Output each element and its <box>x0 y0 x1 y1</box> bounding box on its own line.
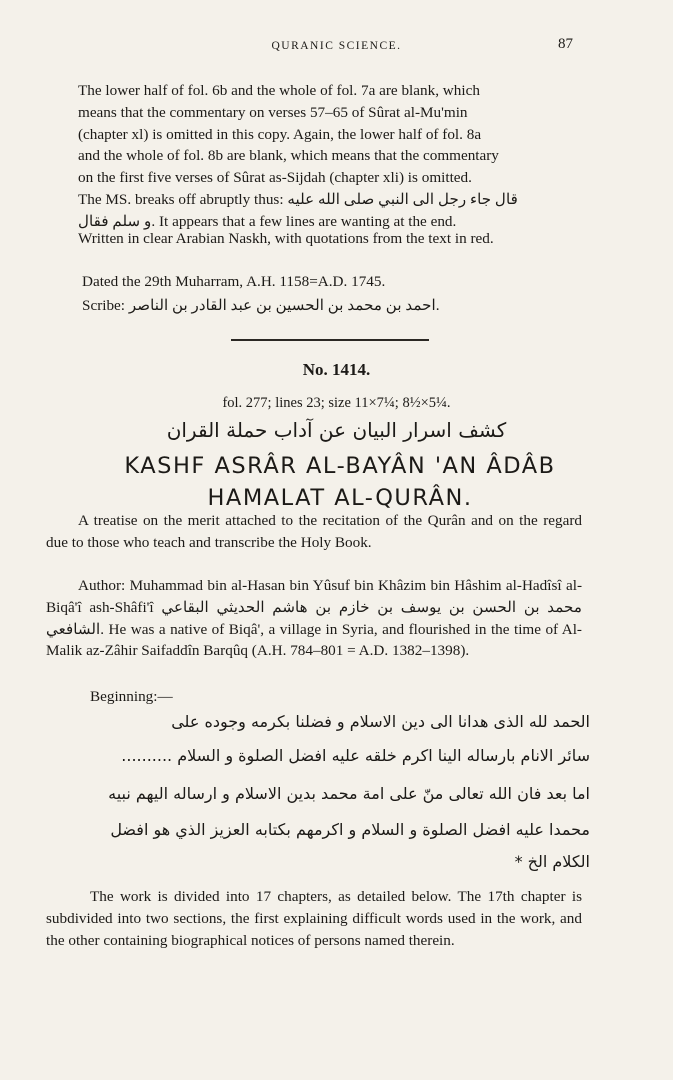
paragraph-chapters: The work is divided into 17 chapters, as detailed below. The 17th chapter is subdivided into two sections, the first explaining difficult words used in the work, and the other containing biographical notices of persons named therein. <box>46 888 582 949</box>
paragraph-author: Author: Muhammad bin al-Hasan bin Yûsuf bin Khâzim bin Hâshim al-Hadîsî al-Biqâ'î ash-Shâfi'î محمد بن الحسن بن يوسف بن خازم بن هاشم الحديثي البقاعي الشافعي. He was a native of Biqâ', a village in Syria, and flourished in the time of Al-Malik az-Zâhir Saifaddîn Barqûq (A.H. 784–801 = A.D. 1382–1398). <box>46 577 582 660</box>
arabic-line: الحمد لله الذى هدانا الى دين الاسلام و فضلنا بكرمه وجوده على <box>171 712 590 731</box>
text-line: The lower half of fol. 6b and the whole of fol. 7a are blank, which <box>78 82 480 99</box>
work-title-line: KASHF ASRÂR AL-BAYÂN 'AN ÂDÂB <box>124 453 556 479</box>
arabic-line: سائر الانام بارساله الينا اكرم خلقه عليه افضل الصلوة و السلام .......... <box>121 746 590 765</box>
arabic-title: كشف اسرار البيان عن آداب حملة القران <box>166 418 507 442</box>
work-title <box>40 450 640 514</box>
paragraph-script: Written in clear Arabian Naskh, with quotations from the text in red. <box>78 230 494 247</box>
text-line: (chapter xl) is omitted in this copy. Again, the lower half of fol. 8a <box>78 125 482 143</box>
text-line: means that the commentary on verses 57–65 of Sûrat al-Mu'min <box>78 103 468 121</box>
running-head: QURANIC SCIENCE. <box>271 40 402 52</box>
dated-line: Dated the 29th Muharram, A.H. 1158=A.D. 1745. <box>82 273 386 290</box>
text-line: The MS. breaks off abruptly thus: قال جاء رجل الى النبي صلى الله عليه <box>78 190 518 208</box>
work-title-line: HAMALAT AL-QURÂN. <box>207 485 473 511</box>
beginning-label: Beginning:— <box>90 688 173 705</box>
paragraph-description: A treatise on the merit attached to the recitation of the Qurân and on the regard due to those who teach and transcribe the Holy Book. <box>46 512 582 551</box>
text-line: and the whole of fol. 8b are blank, which means that the commentary <box>78 147 499 165</box>
paragraph-fol-blank <box>46 80 582 233</box>
arabic-line: الكلام الخ * <box>514 852 590 871</box>
text-line: on the first five verses of Sûrat as-Sijdah (chapter xli) is omitted. <box>78 169 472 187</box>
folio-details: fol. 277; lines 23; size 11×7¼; 8½×5¼. <box>222 395 451 411</box>
arabic-line: اما بعد فان الله تعالى منّ على امة محمد بدين الاسلام و ارساله اليهم نبيه <box>108 784 590 803</box>
scribe-line: Scribe: احمد بن محمد بن الحسين بن عبد القادر بن الناصر. <box>82 297 440 314</box>
arabic-line: محمدا عليه افضل الصلوة و السلام و اكرمهم بكتابه العزيز الذي هو افضل <box>110 820 590 839</box>
page-number: 87 <box>558 36 573 52</box>
text-line: و سلم فقال. It appears that a few lines are wanting at the end. <box>78 212 457 230</box>
entry-number: No. 1414. <box>302 360 371 379</box>
section-divider <box>231 339 429 341</box>
